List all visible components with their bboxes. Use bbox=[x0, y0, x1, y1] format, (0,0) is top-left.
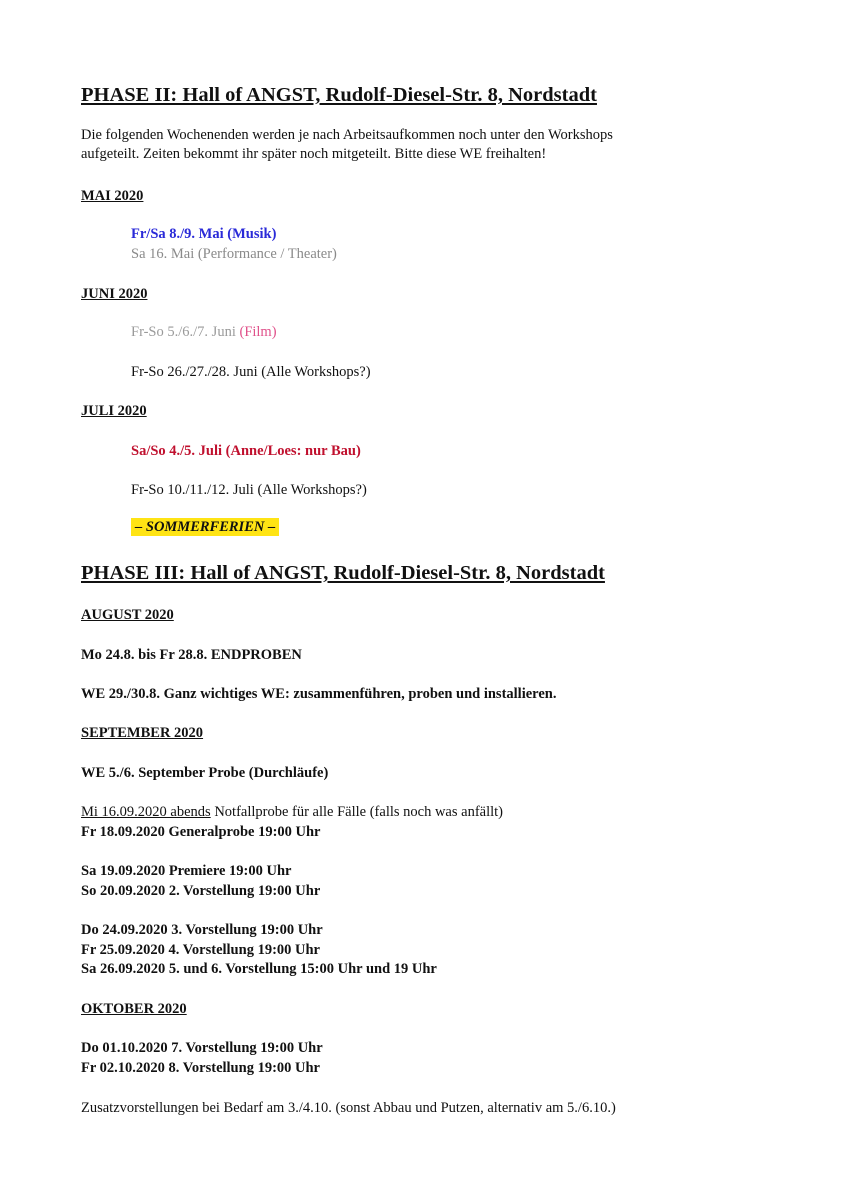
month-heading-juni: JUNI 2020 bbox=[81, 286, 148, 302]
september-premiere: Sa 19.09.2020 Premiere 19:00 Uhr bbox=[81, 863, 292, 879]
zusatzvorstellungen-note: Zusatzvorstellungen bei Bedarf am 3./4.10. (sonst Abbau und Putzen, alternativ am 5./6.10.) bbox=[81, 1100, 616, 1116]
oktober-vorstellung-8: Fr 02.10.2020 8. Vorstellung 19:00 Uhr bbox=[81, 1060, 320, 1076]
juli-item-alle: Fr-So 10./11./12. Juli (Alle Workshops?) bbox=[131, 482, 367, 498]
month-heading-juli: JULI 2020 bbox=[81, 403, 147, 419]
month-heading-oktober: OKTOBER 2020 bbox=[81, 1001, 187, 1017]
september-vorstellung-4: Fr 25.09.2020 4. Vorstellung 19:00 Uhr bbox=[81, 942, 320, 958]
mai-item-musik: Fr/Sa 8./9. Mai (Musik) bbox=[131, 226, 277, 242]
juni-item-film-dates: Fr-So 5./6./7. Juni bbox=[131, 324, 240, 340]
september-generalprobe: Fr 18.09.2020 Generalprobe 19:00 Uhr bbox=[81, 824, 321, 840]
september-notfallprobe bbox=[81, 804, 503, 821]
phase3-title: PHASE III: Hall of ANGST, Rudolf-Diesel-Str. 8, Nordstadt bbox=[81, 562, 605, 584]
month-heading-mai: MAI 2020 bbox=[81, 188, 144, 204]
mai-item-performance: Sa 16. Mai (Performance / Theater) bbox=[131, 246, 337, 262]
phase2-intro-line1: Die folgenden Wochenenden werden je nach Arbeitsaufkommen noch unter den Workshops bbox=[81, 127, 613, 143]
notfallprobe-text: Notfallprobe für alle Fälle (falls noch was anfällt) bbox=[210, 804, 503, 820]
phase2-intro-line2: aufgeteilt. Zeiten bekommt ihr später noch mitgeteilt. Bitte diese WE freihalten! bbox=[81, 146, 547, 162]
sommerferien-banner bbox=[131, 519, 279, 536]
sommerferien-label: – SOMMERFERIEN – bbox=[131, 518, 279, 536]
phase2-title: PHASE II: Hall of ANGST, Rudolf-Diesel-Str. 8, Nordstadt bbox=[81, 84, 597, 106]
september-vorstellung-3: Do 24.09.2020 3. Vorstellung 19:00 Uhr bbox=[81, 922, 323, 938]
september-probe: WE 5./6. September Probe (Durchläufe) bbox=[81, 765, 329, 781]
august-endproben: Mo 24.8. bis Fr 28.8. ENDPROBEN bbox=[81, 647, 302, 663]
september-vorstellung-5-6: Sa 26.09.2020 5. und 6. Vorstellung 15:00 Uhr und 19 Uhr bbox=[81, 961, 437, 977]
juni-item-film bbox=[131, 324, 277, 341]
september-vorstellung-2: So 20.09.2020 2. Vorstellung 19:00 Uhr bbox=[81, 883, 321, 899]
juni-item-film-tag: (Film) bbox=[239, 324, 277, 340]
juli-item-bau: Sa/So 4./5. Juli (Anne/Loes: nur Bau) bbox=[131, 443, 361, 459]
notfallprobe-date: Mi 16.09.2020 abends bbox=[81, 804, 211, 820]
month-heading-august: AUGUST 2020 bbox=[81, 607, 174, 623]
august-wichtiges-we: WE 29./30.8. Ganz wichtiges WE: zusammenführen, proben und installieren. bbox=[81, 686, 557, 702]
month-heading-september: SEPTEMBER 2020 bbox=[81, 725, 204, 741]
oktober-vorstellung-7: Do 01.10.2020 7. Vorstellung 19:00 Uhr bbox=[81, 1040, 323, 1056]
juni-item-alle: Fr-So 26./27./28. Juni (Alle Workshops?) bbox=[131, 364, 371, 380]
